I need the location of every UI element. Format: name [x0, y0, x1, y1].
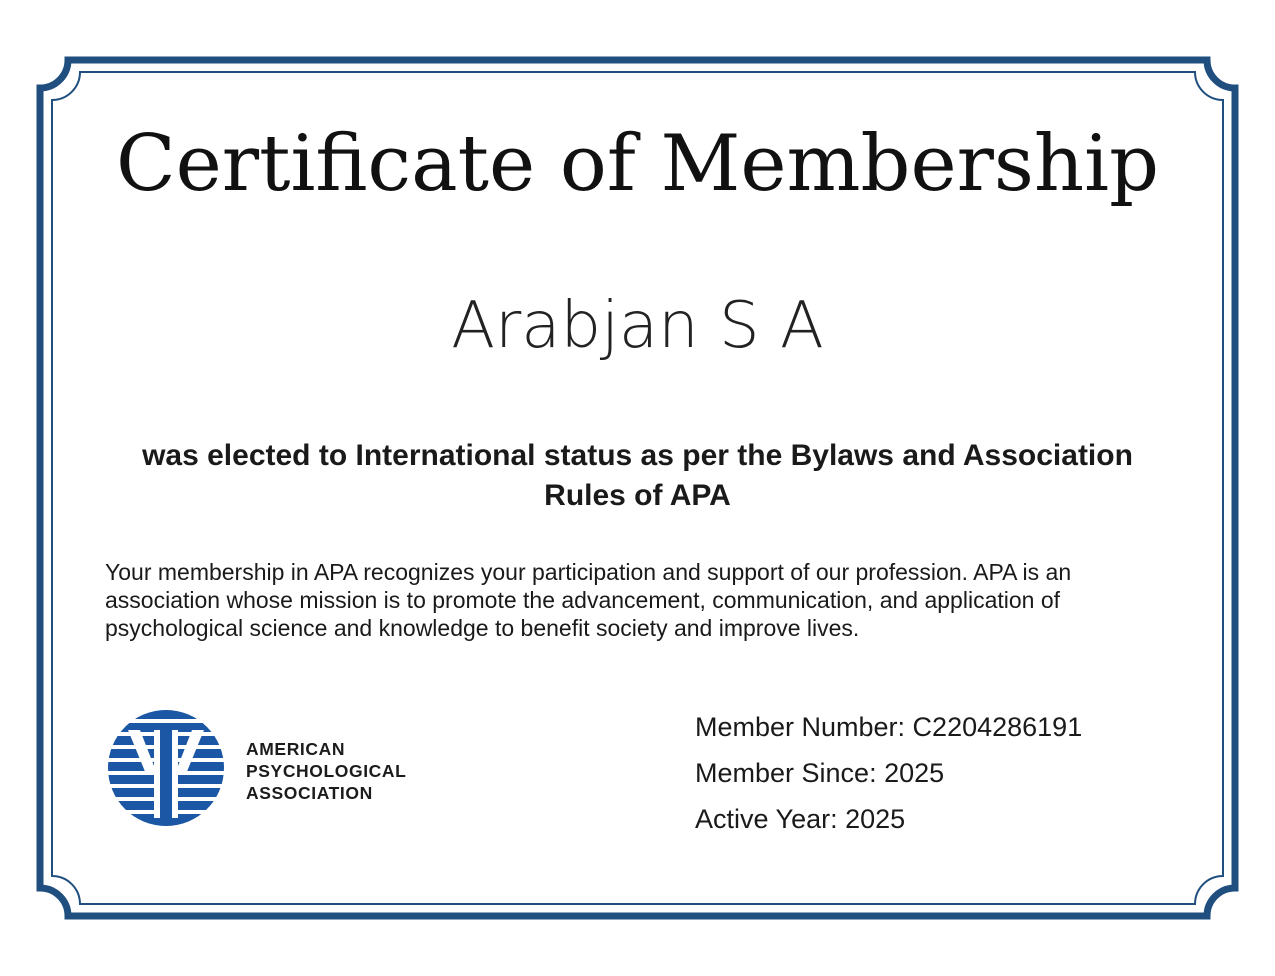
recipient-name: Arabjan S A [451, 289, 824, 363]
logo-line-american: AMERICAN [246, 739, 346, 759]
active-year: Active Year: 2025 [695, 804, 906, 834]
member-info [695, 704, 1082, 842]
logo-line-psychological: PSYCHOLOGICAL [246, 761, 407, 781]
apa-wordmark [246, 738, 406, 804]
member-number: Member Number: C2204286191 [695, 712, 1083, 742]
logo-line-association: ASSOCIATION [246, 783, 373, 803]
apa-psi-logo-icon [106, 708, 226, 828]
mission-statement: Your membership in APA recognizes your participation and support of our profession. APA is an association whose mission is to promote the advancement, communication, and application of psychological science and knowledge to benefit society and improve lives. [105, 559, 1072, 641]
certificate-title: Certificate of Membership [115, 119, 1160, 209]
apa-logo [106, 708, 436, 833]
member-since: Member Since: 2025 [695, 758, 945, 788]
status-statement: was elected to International status as per the Bylaws and Association Rules of APA [142, 439, 1133, 512]
